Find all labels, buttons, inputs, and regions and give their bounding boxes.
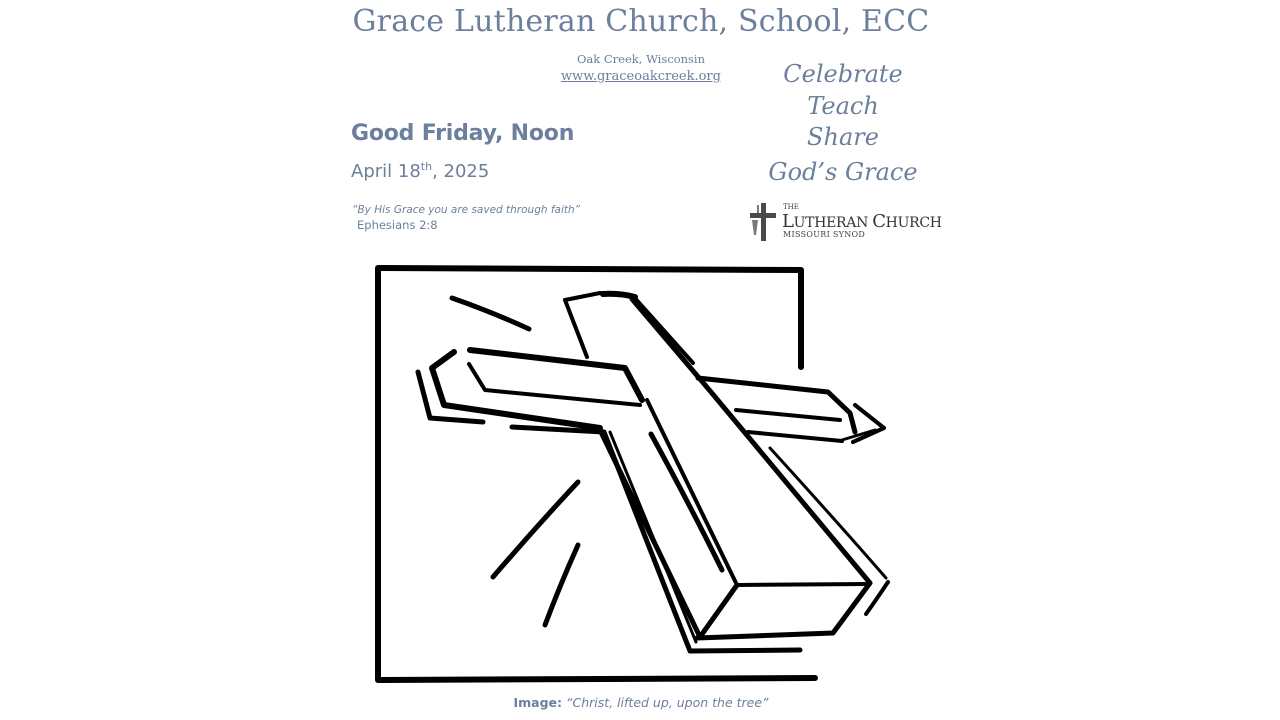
church-location: Oak Creek, Wisconsin bbox=[576, 52, 706, 66]
cross-icon bbox=[378, 268, 888, 680]
lcms-initial-l: L bbox=[782, 211, 794, 232]
verse-reference: Ephesians 2:8 bbox=[357, 218, 438, 232]
website-link[interactable]: www.graceoakcreek.org bbox=[561, 69, 721, 84]
motto-share: Share bbox=[807, 123, 879, 151]
lcms-cross-icon bbox=[746, 201, 780, 245]
image-caption bbox=[0, 695, 1280, 710]
caption-label: Image: bbox=[513, 695, 562, 710]
verse-quote: “By His Grace you are saved through faith” bbox=[352, 204, 581, 216]
service-date bbox=[351, 160, 489, 182]
lcms-name-rest: UTHERAN bbox=[793, 215, 873, 231]
service-title: Good Friday, Noon bbox=[351, 121, 575, 146]
lcms-name-rest2: HURCH bbox=[885, 215, 942, 231]
motto-gods-grace: God’s Grace bbox=[768, 158, 918, 186]
service-date-ordinal: th bbox=[420, 160, 433, 173]
caption-text: “Christ, lifted up, upon the tree” bbox=[565, 695, 769, 710]
church-title: Grace Lutheran Church, School, ECC bbox=[352, 4, 930, 39]
lcms-initial-c: C bbox=[872, 211, 886, 232]
service-date-year: , 2025 bbox=[432, 161, 490, 182]
motto-teach: Teach bbox=[807, 92, 879, 120]
motto-celebrate: Celebrate bbox=[783, 60, 903, 88]
service-date-day: April 18 bbox=[351, 161, 421, 182]
lcms-synod: MISSOURI SYNOD bbox=[783, 230, 866, 239]
lcms-logo bbox=[746, 199, 942, 245]
cross-illustration bbox=[362, 258, 906, 688]
lcms-name bbox=[782, 211, 942, 232]
lcms-the: THE bbox=[783, 203, 799, 211]
